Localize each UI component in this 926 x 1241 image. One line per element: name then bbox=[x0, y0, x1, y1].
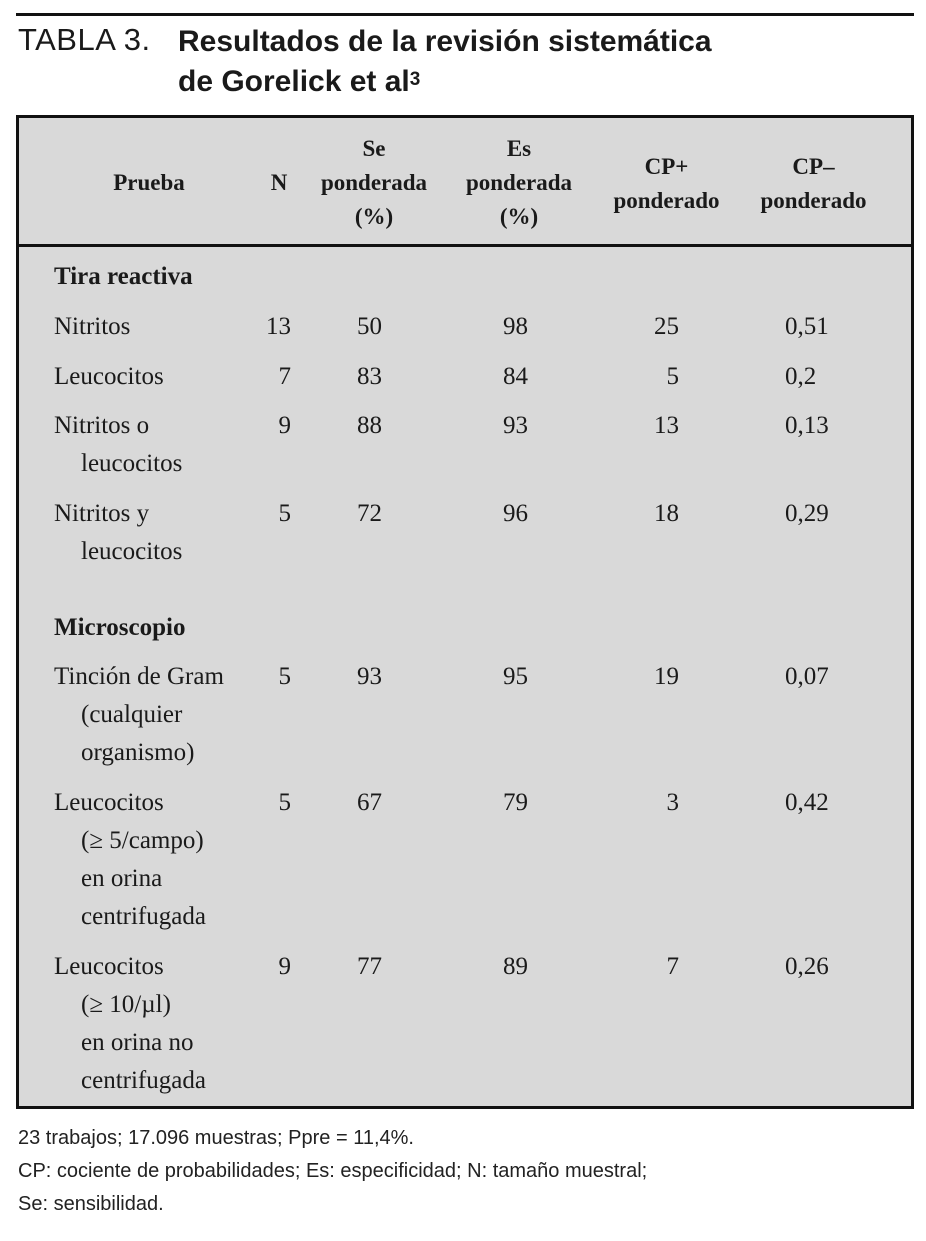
header-n: N bbox=[270, 170, 288, 195]
test-name bbox=[54, 407, 284, 483]
cp-neg-value: 0,26 bbox=[785, 953, 829, 980]
n-value: 5 bbox=[278, 500, 291, 527]
footnote-line-1: 23 trabajos; 17.096 muestras; Ppre = 11,4%. bbox=[18, 1127, 414, 1149]
n-value: 13 bbox=[266, 313, 291, 340]
n-value: 9 bbox=[278, 412, 291, 439]
footnote-line-2: CP: cociente de probabilidades; Es: especificidad; N: tamaño muestral; bbox=[18, 1160, 648, 1182]
test-name-text: Nitritos o bbox=[54, 412, 150, 439]
cp-neg-value: 0,51 bbox=[785, 313, 829, 340]
test-name-cont: leucocitos bbox=[81, 450, 183, 477]
footnote-line-3: Se: sensibilidad. bbox=[18, 1193, 164, 1215]
reference-superscript: 3 bbox=[409, 69, 421, 90]
es-value: 96 bbox=[503, 500, 528, 527]
test-name bbox=[54, 495, 284, 571]
cp-pos-value: 18 bbox=[654, 500, 679, 527]
header-cp-neg: CP– ponderado bbox=[760, 154, 867, 213]
cp-pos-value: 5 bbox=[666, 363, 679, 390]
test-name-text: Leucocitos bbox=[54, 953, 164, 980]
test-name-cont: (≥ 5/campo) en orina centrifugada bbox=[81, 827, 206, 930]
se-value: 93 bbox=[357, 663, 382, 690]
section-title: Tira reactiva bbox=[54, 263, 193, 290]
test-name bbox=[54, 948, 284, 1100]
table-title-line-1: Resultados de la revisión sistemática bbox=[178, 25, 712, 58]
test-name bbox=[54, 784, 284, 936]
se-value: 67 bbox=[357, 789, 382, 816]
header-es: Es ponderada (%) bbox=[465, 136, 573, 229]
cp-pos-value: 25 bbox=[654, 313, 679, 340]
test-name-cont: (≥ 10/µl) en orina no centrifugada bbox=[81, 991, 206, 1094]
header-prueba: Prueba bbox=[113, 170, 185, 195]
table-label: TABLA 3. bbox=[18, 22, 151, 57]
table-header bbox=[19, 118, 911, 247]
n-value: 7 bbox=[278, 363, 291, 390]
es-value: 84 bbox=[503, 363, 528, 390]
es-value: 98 bbox=[503, 313, 528, 340]
cp-neg-value: 0,29 bbox=[785, 500, 829, 527]
es-value: 95 bbox=[503, 663, 528, 690]
results-table bbox=[16, 115, 914, 1109]
table-footnotes bbox=[18, 1122, 908, 1221]
se-value: 77 bbox=[357, 953, 382, 980]
table-title-line-2 bbox=[178, 62, 712, 102]
n-value: 9 bbox=[278, 953, 291, 980]
table-title-line-2-text: de Gorelick et al bbox=[178, 65, 410, 98]
test-name-cont: (cualquier organismo) bbox=[81, 701, 195, 766]
test-name bbox=[54, 308, 284, 346]
cp-pos-value: 3 bbox=[666, 789, 679, 816]
top-rule bbox=[16, 13, 914, 16]
es-value: 79 bbox=[503, 789, 528, 816]
cp-neg-value: 0,13 bbox=[785, 412, 829, 439]
es-value: 89 bbox=[503, 953, 528, 980]
test-name-text: Nitritos y bbox=[54, 500, 150, 527]
se-value: 83 bbox=[357, 363, 382, 390]
test-name-text: Leucocitos bbox=[54, 789, 164, 816]
table-title bbox=[178, 22, 712, 102]
cp-pos-value: 7 bbox=[666, 953, 679, 980]
test-name bbox=[54, 358, 284, 396]
cp-neg-value: 0,42 bbox=[785, 789, 829, 816]
cp-neg-value: 0,2 bbox=[785, 363, 817, 390]
test-name-cont: leucocitos bbox=[81, 538, 183, 565]
se-value: 50 bbox=[357, 313, 382, 340]
n-value: 5 bbox=[278, 789, 291, 816]
test-name bbox=[54, 658, 284, 772]
es-value: 93 bbox=[503, 412, 528, 439]
cp-pos-value: 19 bbox=[654, 663, 679, 690]
se-value: 88 bbox=[357, 412, 382, 439]
n-value: 5 bbox=[278, 663, 291, 690]
cp-neg-value: 0,07 bbox=[785, 663, 829, 690]
test-name-text: Nitritos bbox=[54, 313, 131, 340]
section-title: Microscopio bbox=[54, 614, 186, 641]
se-value: 72 bbox=[357, 500, 382, 527]
test-name-text: Tinción de Gram bbox=[54, 663, 224, 690]
header-cp-pos: CP+ ponderado bbox=[613, 154, 720, 213]
cp-pos-value: 13 bbox=[654, 412, 679, 439]
test-name-text: Leucocitos bbox=[54, 363, 164, 390]
header-se: Se ponderada (%) bbox=[320, 136, 428, 229]
